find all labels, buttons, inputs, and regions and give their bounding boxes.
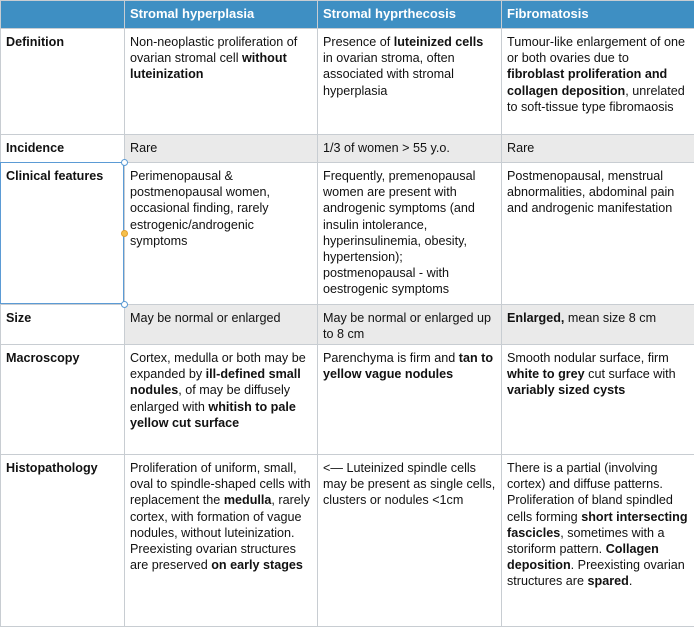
table-cell[interactable]	[125, 135, 318, 163]
table-cell[interactable]	[125, 29, 318, 135]
bold-text: on early stages	[211, 558, 303, 573]
table-row	[1, 345, 694, 455]
row-label-macroscopy[interactable]: Macroscopy	[1, 345, 125, 455]
table-cell[interactable]	[125, 455, 318, 627]
bold-text: Collagen deposition	[507, 542, 659, 573]
cell-text: in ovarian stroma, often associated with stromal hyperplasia	[323, 51, 455, 98]
table-cell[interactable]	[502, 135, 694, 163]
header-stromal-hyperthecosis[interactable]: Stromal hyprthecosis	[318, 1, 502, 29]
row-label-incidence[interactable]: Incidence	[1, 135, 125, 163]
table-cell[interactable]	[318, 305, 502, 345]
cell-text: . Preexisting ovarian structures are	[507, 558, 685, 589]
table-cell[interactable]	[318, 29, 502, 135]
table-cell[interactable]	[502, 345, 694, 455]
table-cell[interactable]	[502, 163, 694, 305]
table-cell[interactable]	[502, 305, 694, 345]
bold-text: spared	[587, 574, 629, 589]
bold-text: without luteinization	[130, 51, 287, 82]
bold-text: tan to yellow vague nodules	[323, 351, 494, 382]
bold-text: short intersecting fascicles	[507, 509, 688, 540]
cell-text: There is a partial (involving cortex) and diffuse patterns. Proliferation of bland spindled cells forming	[507, 461, 673, 524]
table-cell[interactable]	[502, 455, 694, 627]
bold-text: ill-defined small nodules	[130, 367, 301, 398]
bold-text: whitish to pale yellow cut surface	[130, 399, 296, 430]
bold-text: medulla	[223, 493, 272, 508]
row-label-definition[interactable]: Definition	[1, 29, 125, 135]
table-row	[1, 163, 694, 305]
cell-text: Cortex, medulla or both may be expanded by	[130, 351, 306, 382]
corner-cell[interactable]	[1, 1, 125, 29]
bold-text: variably sized cysts	[507, 383, 626, 398]
cell-text: 1/3 of women > 55 y.o.	[323, 141, 450, 155]
table-row	[1, 29, 694, 135]
bold-text: fibroblast proliferation and collagen deposition	[507, 67, 668, 98]
row-label-clinical-features[interactable]: Clinical features	[1, 163, 125, 305]
cell-text: .	[628, 574, 633, 589]
cell-text: Rare	[507, 141, 535, 155]
cell-text: , of may be diffusely enlarged with	[130, 383, 291, 414]
table-row	[1, 455, 694, 627]
cell-text: , sometimes with a storiform pattern.	[507, 525, 665, 557]
cell-text: , rarely cortex, with formation of vague nodules, without luteinization. Preexisting ovarian structures are preserved	[130, 493, 310, 573]
bold-text: Enlarged,	[507, 311, 565, 325]
cell-text: mean size 8 cm	[564, 311, 657, 325]
cell-text: Rare	[130, 141, 158, 155]
bold-text: luteinized cells	[393, 35, 484, 49]
cell-text: , unrelated to soft-tissue type fibromaosis	[507, 83, 685, 114]
row-label-size[interactable]: Size	[1, 305, 125, 345]
table-cell[interactable]	[125, 305, 318, 345]
cell-text: Postmenopausal, menstrual abnormalities, abdominal pain and androgenic manifestation	[507, 169, 675, 216]
table-cell[interactable]	[318, 135, 502, 163]
cell-text: cut surface with	[584, 367, 676, 382]
table-row	[1, 135, 694, 163]
cell-text: Parenchyma is firm and	[323, 351, 459, 365]
table-row	[1, 305, 694, 345]
cell-text: Proliferation of uniform, small, oval to spindle-shaped cells with replacement the	[130, 461, 311, 508]
cell-text: Frequently, premenopausal women are present with androgenic symptoms (and insulin intolerance, hyperinsulinemia, obesity, hypertension); postmenopausal - with oestrogenic symptoms	[323, 169, 476, 297]
cell-text: Perimenopausal & postmenopausal women, occasional finding, rarely estrogenic/androgenic symptoms	[130, 169, 271, 248]
table-cell[interactable]	[502, 29, 694, 135]
header-fibromatosis[interactable]: Fibromatosis	[502, 1, 694, 29]
cell-text: Presence of	[323, 35, 394, 49]
cell-text: May be normal or enlarged	[130, 311, 281, 325]
table-cell[interactable]	[125, 345, 318, 455]
cell-text: Non-neoplastic proliferation of ovarian stromal cell	[130, 35, 298, 66]
table-cell[interactable]	[318, 455, 502, 627]
bold-text: white to grey	[507, 367, 585, 382]
table-cell[interactable]	[318, 345, 502, 455]
header-row	[1, 1, 694, 29]
cell-text: Tumour-like enlargement of one or both ovaries due to	[507, 35, 686, 66]
cell-text: <— Luteinized spindle cells may be present as single cells, clusters or nodules <1cm	[323, 461, 496, 508]
cell-text: Smooth nodular surface, firm	[507, 351, 669, 365]
table-cell[interactable]	[125, 163, 318, 305]
row-label-histopathology[interactable]: Histopathology	[1, 455, 125, 627]
cell-text: May be normal or enlarged up to 8 cm	[323, 311, 492, 342]
header-stromal-hyperplasia[interactable]: Stromal hyperplasia	[125, 1, 318, 29]
table-cell[interactable]	[318, 163, 502, 305]
